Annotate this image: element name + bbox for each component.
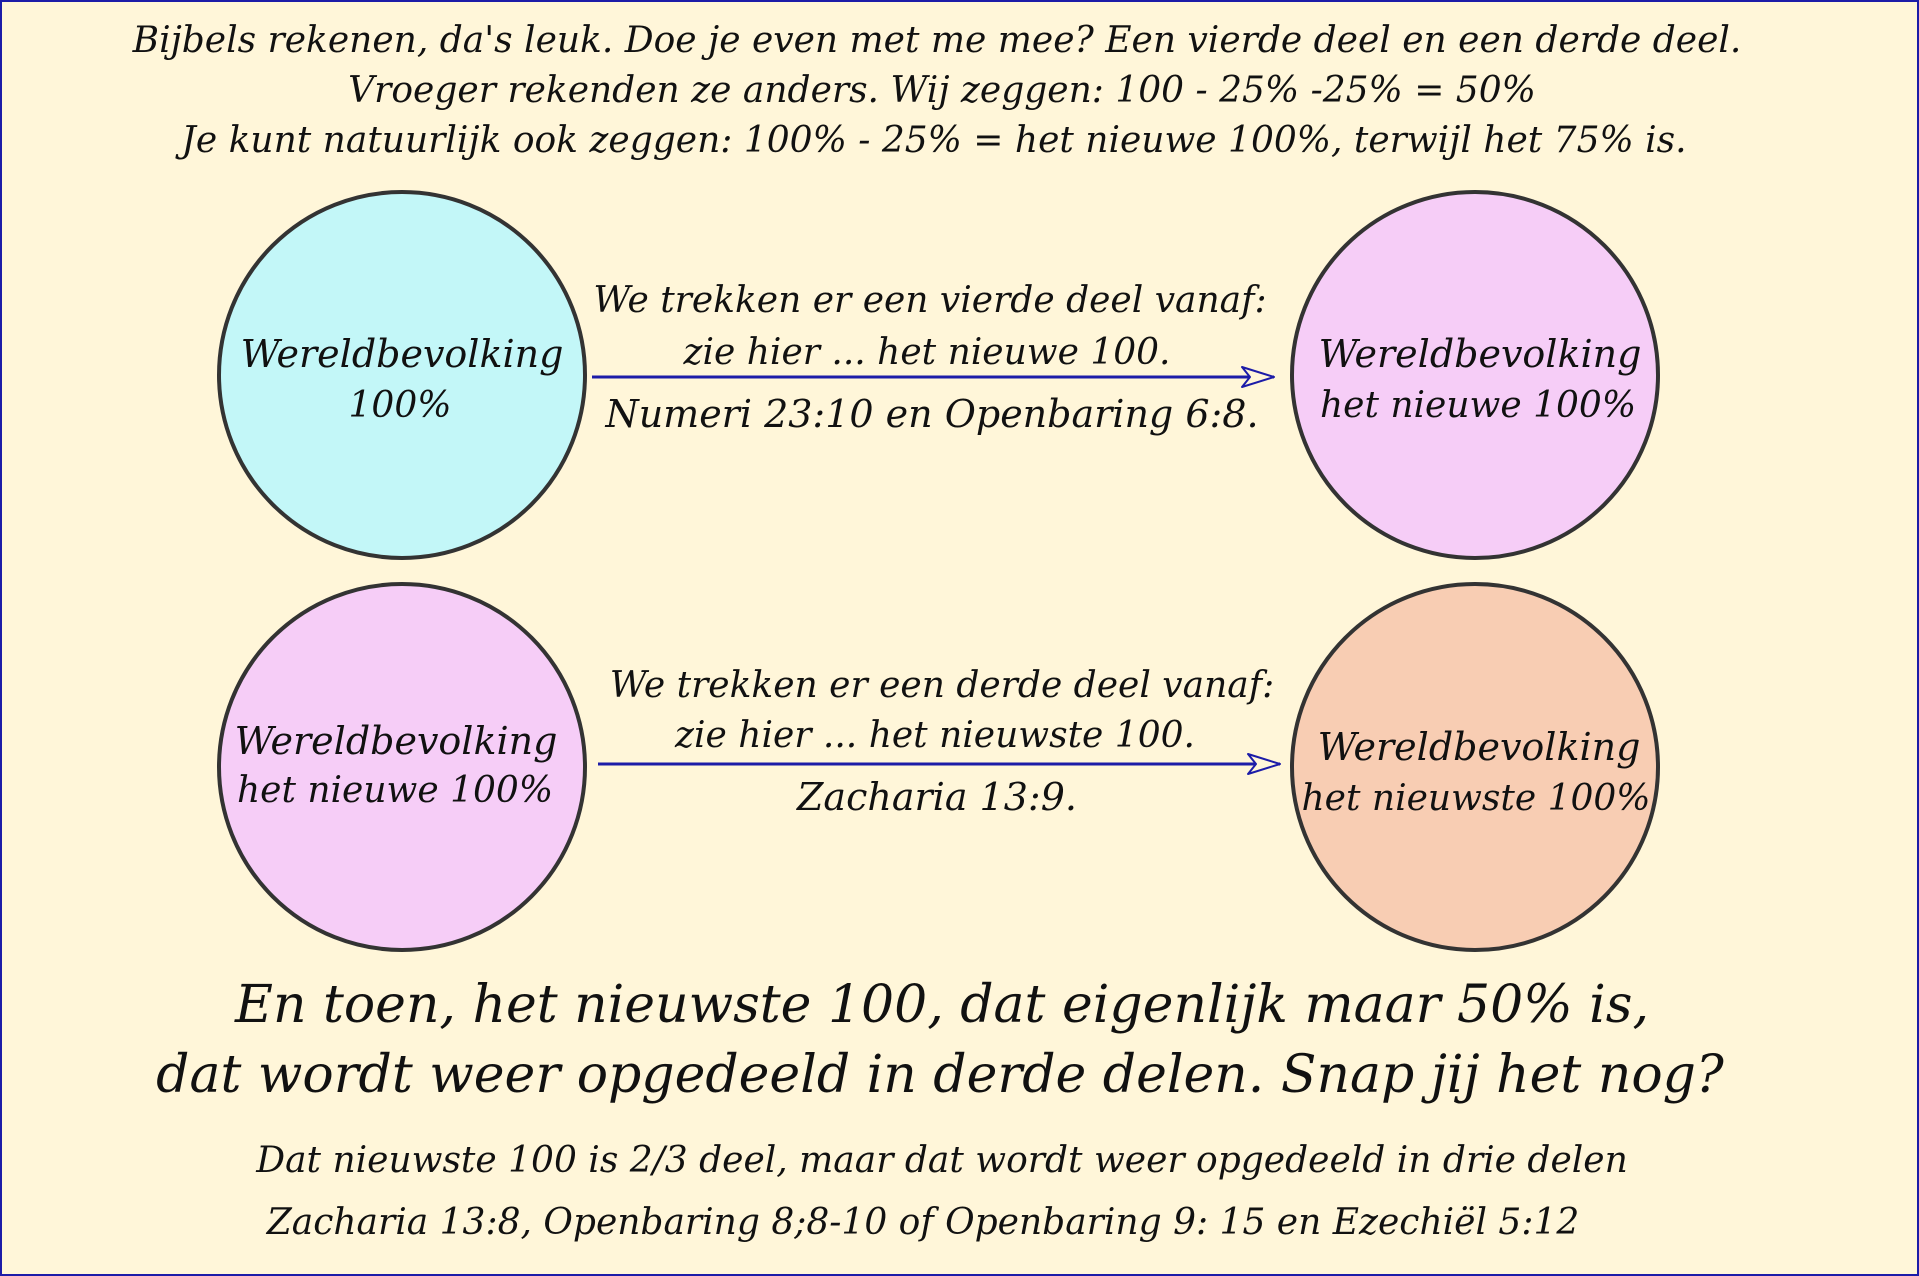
circle-world-100-label-2: 100% bbox=[348, 385, 452, 426]
arrow2-caption-mid: zie hier ... het nieuwste 100. bbox=[675, 715, 1195, 756]
circle-world-new-100-row2-label-1: Wereldbevolking bbox=[234, 719, 558, 763]
header-line-2: Vroeger rekenden ze anders. Wij zeggen: 100 - 25% -25% = 50% bbox=[348, 70, 1536, 111]
arrow2-caption-top: We trekken er een derde deel vanaf: bbox=[609, 665, 1275, 706]
header-line-3: Je kunt natuurlijk ook zeggen: 100% - 25% = het nieuwe 100%, terwijl het 75% is. bbox=[181, 120, 1687, 161]
arrow2-reference: Zacharia 13:9. bbox=[797, 775, 1077, 819]
arrow1-caption-mid: zie hier ... het nieuwe 100. bbox=[683, 332, 1171, 373]
footer-big-line-1: En toen, het nieuwste 100, dat eigenlijk maar 50% is, bbox=[234, 975, 1650, 1035]
circle-world-new-100-row2 bbox=[219, 584, 585, 950]
footer-small-line-2: Zacharia 13:8, Openbaring 8;8-10 of Openbaring 9: 15 en Ezechiël 5:12 bbox=[266, 1202, 1580, 1243]
header-line-1: Bijbels rekenen, da's leuk. Doe je even met me mee? Een vierde deel en een derde deel. bbox=[132, 20, 1742, 61]
circle-world-100-label-1: Wereldbevolking bbox=[240, 332, 564, 376]
circle-world-newest-100-label-1: Wereldbevolking bbox=[1317, 725, 1641, 769]
diagram-canvas bbox=[2, 2, 1917, 1274]
arrow1-caption-top: We trekken er een vierde deel vanaf: bbox=[593, 280, 1267, 321]
circle-world-new-100-row2-label-2: het nieuwe 100% bbox=[236, 770, 554, 811]
footer-small-line-1: Dat nieuwste 100 is 2/3 deel, maar dat wordt weer opgedeeld in drie delen bbox=[256, 1140, 1628, 1181]
circle-world-new-100-label-1: Wereldbevolking bbox=[1318, 332, 1642, 376]
footer-big-line-2: dat wordt weer opgedeeld in derde delen. Snap jij het nog? bbox=[156, 1045, 1724, 1105]
arrow1-reference: Numeri 23:10 en Openbaring 6:8. bbox=[605, 392, 1259, 436]
circle-world-new-100-label-2: het nieuwe 100% bbox=[1319, 385, 1637, 426]
circle-world-newest-100-label-2: het nieuwste 100% bbox=[1301, 778, 1651, 819]
